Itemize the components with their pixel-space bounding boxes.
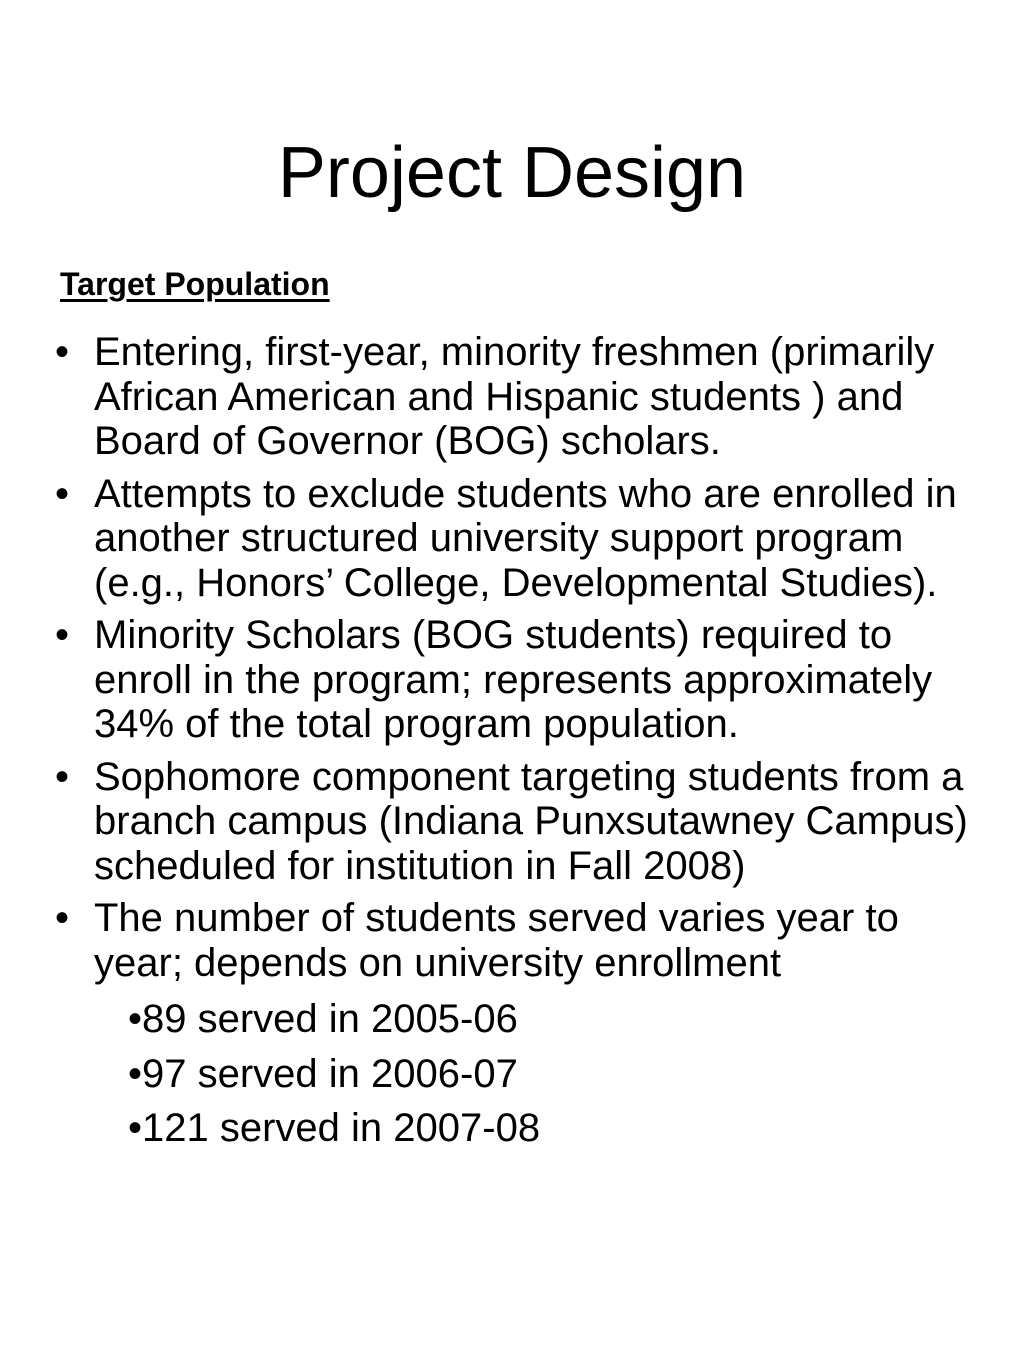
- bullet-list: [55, 330, 975, 1161]
- sub-bullet-item: [128, 1052, 975, 1097]
- bullet-text: Entering, first-year, minority freshmen (primarily African American and Hispanic students ) and Board of Governor (BOG) scholars.: [94, 330, 935, 463]
- bullet-item: [55, 755, 975, 889]
- sub-bullet-item: [128, 997, 975, 1042]
- bullet-dot-icon: •: [55, 330, 70, 374]
- bullet-text: Attempts to exclude students who are enrolled in another structured university support program (e.g., Honors’ College, Developmental Studies).: [94, 471, 957, 605]
- sub-bullet-text: 97 served in 2006-07: [142, 1051, 518, 1096]
- bullet-dot-icon: •: [55, 613, 70, 657]
- bullet-dot-icon: •: [128, 1051, 143, 1096]
- bullet-dot-icon: •: [128, 997, 143, 1041]
- bullet-dot-icon: •: [55, 896, 70, 940]
- bullet-item: [55, 896, 975, 1151]
- section-heading-target-population: Target Population: [60, 266, 330, 302]
- bullet-item: [55, 613, 975, 747]
- sub-bullet-text: 89 served in 2005-06: [142, 997, 518, 1041]
- bullet-text: Minority Scholars (BOG students) required to enroll in the program; represents approximately 34% of the total program population.: [94, 613, 933, 746]
- sub-bullet-list: [94, 997, 975, 1151]
- sub-bullet-item: [128, 1106, 975, 1151]
- bullet-item: [55, 472, 975, 606]
- bullet-text: Sophomore component targeting students from a branch campus (Indiana Punxsutawney Campus) scheduled for institution in Fall 2008): [94, 754, 968, 888]
- bullet-text: The number of students served varies year to year; depends on university enrollment: [94, 896, 899, 985]
- bullet-dot-icon: •: [55, 471, 70, 516]
- bullet-dot-icon: •: [128, 1106, 143, 1150]
- bullet-item: [55, 330, 975, 464]
- slide-title: Project Design: [277, 133, 747, 213]
- sub-bullet-text: 121 served in 2007-08: [142, 1106, 541, 1150]
- bullet-dot-icon: •: [55, 754, 70, 799]
